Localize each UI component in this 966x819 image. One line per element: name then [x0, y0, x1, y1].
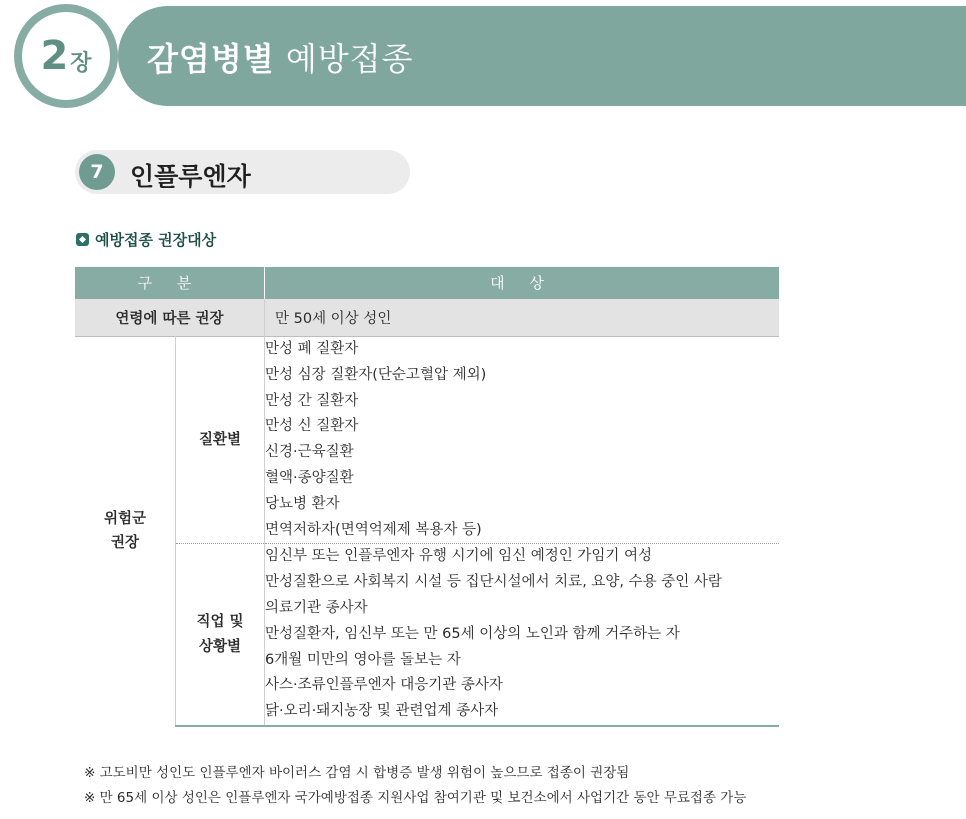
list-item: 임신부 또는 인플루엔자 유행 시기에 임신 예정인 가임기 여성	[265, 548, 653, 565]
list-item: 만성질환으로 사회복지 시설 등 집단시설에서 치료, 요양, 수용 중인 사람	[265, 574, 722, 591]
list-item: 면역저하자(면역억제제 복용자 등)	[265, 521, 482, 538]
table-row	[75, 337, 779, 544]
disease-items	[265, 337, 780, 544]
section-title: 인플루엔자	[130, 162, 251, 191]
chapter-title	[147, 34, 413, 80]
age-row-label: 연령에 따른 권장	[75, 299, 265, 337]
list-item: 당뇨병 환자	[265, 495, 340, 512]
table-row	[75, 299, 779, 337]
section-heading	[75, 150, 410, 194]
chapter-title-bold: 감염병별	[147, 40, 275, 78]
disease-label: 질환별	[176, 337, 265, 544]
occupation-items	[265, 544, 780, 726]
table-header-row	[75, 267, 779, 299]
list-item: 의료기관 종사자	[265, 599, 368, 616]
list-item: 혈액·종양질환	[265, 469, 354, 486]
footnotes	[84, 761, 746, 811]
chapter-badge-inner	[22, 12, 110, 100]
list-item: 만성질환자, 임신부 또는 만 65세 이상의 노인과 함께 거주하는 자	[265, 625, 680, 642]
risk-group-label-line: 위험군	[103, 511, 147, 528]
list-item: 신경·근육질환	[265, 444, 354, 461]
list-item: 만성 폐 질환자	[265, 341, 359, 357]
chapter-suffix: 장	[70, 50, 92, 76]
chapter-number: 2	[40, 33, 69, 79]
footnote: ※ 고도비만 성인도 인플루엔자 바이러스 감염 시 합병증 발생 위험이 높으므로 접종이 권장됨	[84, 765, 630, 781]
list-item: 만성 간 질환자	[265, 392, 359, 409]
list-item: 만성 신 질환자	[265, 418, 359, 435]
occupation-label-line: 상황별	[198, 638, 242, 655]
chapter-badge	[14, 4, 118, 108]
list-item: 6개월 미만의 영아를 돌보는 자	[265, 651, 461, 668]
table-header-target: 대 상	[265, 267, 780, 299]
risk-group-label-line: 권장	[110, 535, 139, 552]
list-item: 만성 심장 질환자(단순고혈압 제외)	[265, 366, 487, 383]
footnote: ※ 만 65세 이상 성인은 인플루엔자 국가예방접종 지원사업 참여기관 및 보건소에서 사업기간 동안 무료접종 가능	[84, 790, 747, 806]
list-item: 사스·조류인플루엔자 대응기관 종사자	[265, 677, 503, 694]
bullet-square-icon	[76, 233, 89, 246]
table-header-category: 구 분	[75, 267, 265, 299]
subheading	[76, 229, 216, 250]
list-item: 닭·오리·돼지농장 및 관련업계 종사자	[265, 703, 499, 720]
occupation-label	[176, 544, 265, 726]
chapter-title-rest: 예방접종	[274, 40, 414, 78]
recommendation-table	[75, 267, 779, 727]
age-row-value: 만 50세 이상 성인	[265, 299, 780, 337]
table-row	[75, 544, 779, 726]
subheading-text: 예방접종 권장대상	[95, 231, 217, 249]
section-number: 7	[79, 154, 115, 190]
risk-group-label	[75, 337, 176, 726]
occupation-label-line: 직업 및	[196, 613, 244, 630]
